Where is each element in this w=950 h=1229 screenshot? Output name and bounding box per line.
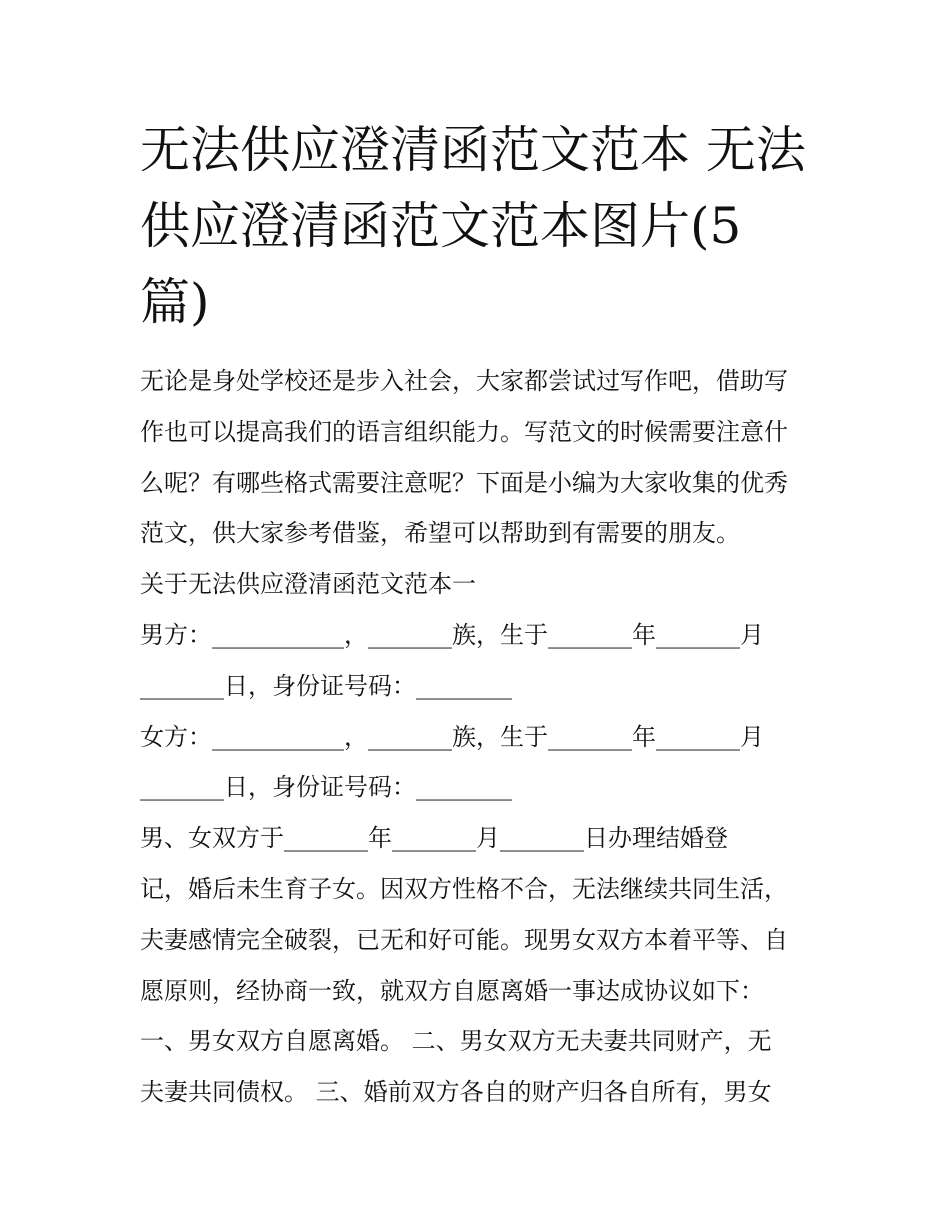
document-title bbox=[140, 112, 820, 340]
agreement-line: 记，婚后未生育子女。因双方性格不合，无法继续共同生活， bbox=[140, 874, 788, 903]
agreement-line: 一、男女双方自愿离婚。 二、男女双方无夫妻共同财产，无 bbox=[140, 1027, 772, 1056]
title-line: 篇) bbox=[140, 273, 210, 331]
husband-info-line: _______日，身份证号码：________ bbox=[140, 671, 512, 700]
title-line: 无法供应澄清函范文范本 无法 bbox=[140, 121, 806, 179]
intro-line: 无论是身处学校还是步入社会，大家都尝试过写作吧，借助写 bbox=[140, 367, 788, 395]
intro-line: 么呢？有哪些格式需要注意呢？下面是小编为大家收集的优秀 bbox=[140, 468, 788, 497]
intro-line: 作也可以提高我们的语言组织能力。写范文的时候需要注意什 bbox=[140, 417, 788, 446]
agreement-line: 男、女双方于_______年_______月_______日办理结婚登 bbox=[140, 824, 728, 853]
agreement-line: 夫妻感情完全破裂，已无和好可能。现男女双方本着平等、自 bbox=[140, 925, 788, 954]
intro-line: 范文，供大家参考借鉴，希望可以帮助到有需要的朋友。 bbox=[140, 519, 740, 548]
agreement-line: 夫妻共同债权。 三、婚前双方各自的财产归各自所有，男女 bbox=[140, 1078, 772, 1107]
wife-info-line: 女方：___________，_______族，生于_______年_______月 bbox=[140, 722, 764, 751]
document-body bbox=[140, 356, 820, 1118]
wife-info-line: _______日，身份证号码：________ bbox=[140, 773, 512, 802]
section-heading: 关于无法供应澄清函范文范本一 bbox=[140, 570, 476, 599]
title-line: 供应澄清函范文范本图片(5 bbox=[140, 197, 742, 255]
agreement-line: 愿原则，经协商一致，就双方自愿离婚一事达成协议如下： bbox=[140, 976, 764, 1005]
husband-info-line: 男方：___________，_______族，生于_______年_______月 bbox=[140, 620, 764, 649]
